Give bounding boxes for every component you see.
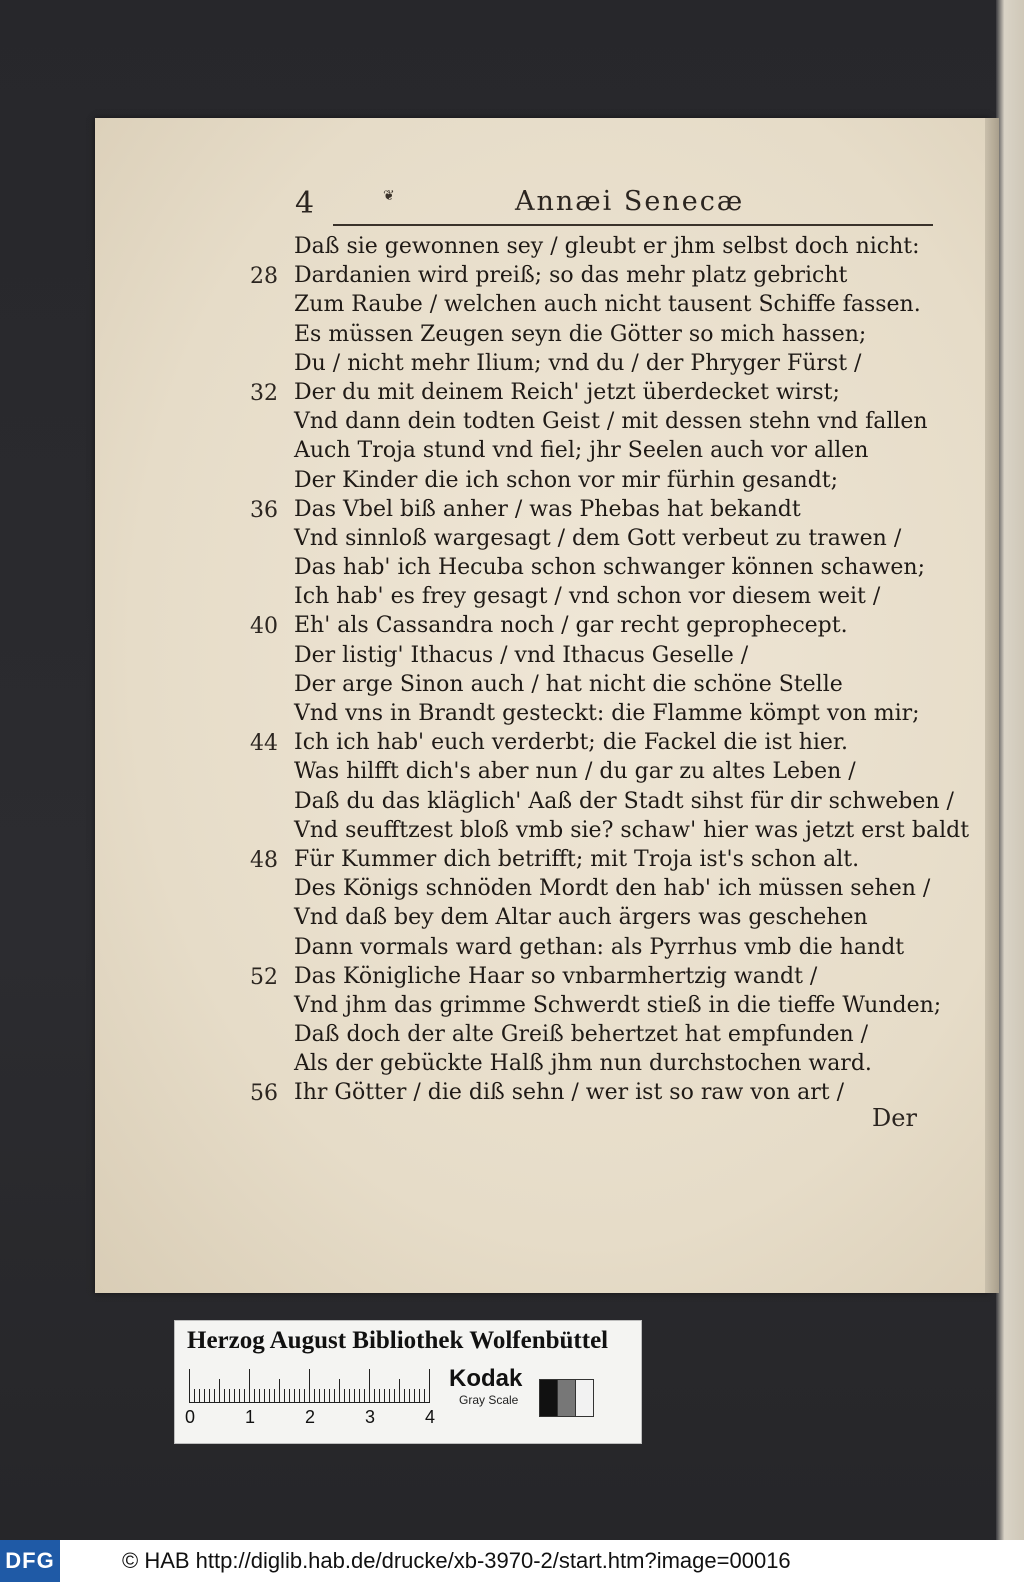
scale-ruler: [189, 1367, 439, 1403]
verse-line: [250, 787, 954, 816]
ruler-tick: [389, 1389, 390, 1403]
verse-line: [250, 1078, 930, 1107]
line-text: Das Königliche Haar so vnbarmhertzig wandt /: [294, 963, 818, 989]
verse-line: [250, 757, 930, 786]
ruler-tick: [234, 1389, 235, 1403]
page-header: [295, 186, 935, 230]
line-number: 52: [250, 964, 278, 990]
dfg-logo: DFG: [0, 1540, 60, 1582]
kodak-logo: Kodak: [449, 1365, 523, 1392]
verse-line: [250, 553, 930, 582]
line-text: Auch Troja stund vnd fiel; jhr Seelen auch vor allen: [294, 438, 869, 464]
verse-line: [250, 874, 930, 903]
ruler-tick: [299, 1389, 300, 1403]
verse-line: [250, 582, 930, 611]
verse-line: [250, 349, 930, 378]
line-text: Daß doch der alte Greiß behertzet hat empfunden /: [294, 1022, 869, 1048]
line-text: Dann vormals ward gethan: als Pyrrhus vmb die handt: [294, 934, 905, 960]
line-text: Dardanien wird preiß; so das mehr platz gebricht: [294, 263, 848, 289]
ruler-tick: [314, 1389, 315, 1403]
line-text: Das Vbel biß anher / was Phebas hat bekandt: [294, 496, 801, 522]
line-text: Der Kinder die ich schon vor mir fürhin gesandt;: [294, 467, 839, 493]
ruler-tick: [339, 1379, 340, 1403]
ruler-tick: [284, 1389, 285, 1403]
line-text: Vnd vns in Brandt gesteckt: die Flamme kömpt von mir;: [294, 701, 920, 726]
verse-line: [250, 816, 970, 845]
line-text: Es müssen Zeugen seyn die Götter so mich hassen;: [294, 321, 867, 347]
ruler-tick: [264, 1389, 265, 1403]
copyright-link[interactable]: © HAB http://diglib.hab.de/drucke/xb-3970-2/start.htm?image=00016: [122, 1548, 791, 1573]
scan-board-edge: [996, 0, 1024, 1540]
ruler-tick: [379, 1389, 380, 1403]
ruler-number: 2: [305, 1407, 316, 1427]
line-text: Vnd jhm das grimme Schwerdt stieß in die tieffe Wunden;: [294, 992, 942, 1018]
line-text: Vnd dann dein todten Geist / mit dessen stehn vnd fallen: [294, 409, 928, 435]
ruler-tick: [429, 1369, 430, 1403]
page-fold: [985, 118, 999, 1293]
swatch-white: [575, 1379, 594, 1417]
gray-scale-label: Gray Scale: [459, 1393, 519, 1407]
line-number: 28: [250, 264, 278, 290]
ruler-tick: [329, 1389, 330, 1403]
line-number: 48: [250, 847, 278, 873]
line-text: Des Königs schnöden Mordt den hab' ich müssen sehen /: [294, 876, 931, 902]
verse-line: [250, 962, 930, 991]
verse-block: [250, 232, 970, 1108]
verse-line: [250, 466, 930, 495]
ruler-tick: [204, 1389, 205, 1403]
ruler-tick: [349, 1389, 350, 1403]
ruler-tick: [249, 1369, 250, 1403]
verse-line: [250, 320, 930, 349]
line-text: Ich ich hab' euch verderbt; die Fackel die ist hier.: [294, 730, 849, 756]
ruler-tick: [274, 1389, 275, 1403]
verse-line: [250, 728, 930, 757]
ruler-tick: [364, 1389, 365, 1403]
verse-line: [250, 611, 930, 640]
ruler-tick: [199, 1389, 200, 1403]
verse-line: [250, 524, 930, 553]
verse-line: [250, 699, 930, 728]
ruler-tick: [424, 1389, 425, 1403]
ruler-tick: [409, 1389, 410, 1403]
ruler-tick: [194, 1389, 195, 1403]
ruler-tick: [394, 1389, 395, 1403]
verse-line: [250, 436, 930, 465]
swatch-gray: [557, 1379, 576, 1417]
line-text: Der du mit deinem Reich' jetzt überdecket wirst;: [294, 379, 840, 405]
ruler-tick: [344, 1389, 345, 1403]
line-text: Vnd seufftzest bloß vmb sie? schaw' hier was jetzt erst baldt: [294, 817, 970, 843]
line-text: Ich hab' es frey gesagt / vnd schon vor diesem weit /: [294, 584, 881, 610]
target-title: Herzog August Bibliothek Wolfenbüttel: [187, 1327, 609, 1354]
line-number: 36: [250, 497, 278, 523]
footer-bar: [0, 1540, 1024, 1582]
verse-line: [250, 232, 930, 261]
header-rule: [333, 224, 933, 226]
ruler-tick: [269, 1389, 270, 1403]
verse-line: [250, 378, 930, 407]
line-number: 44: [250, 731, 278, 757]
ruler-number: 0: [185, 1407, 196, 1427]
ruler-tick: [229, 1389, 230, 1403]
ruler-tick: [254, 1389, 255, 1403]
line-text: Das hab' ich Hecuba schon schwanger können schawen;: [294, 555, 925, 581]
ruler-tick: [319, 1389, 320, 1403]
line-text: Ihr Götter / die diß sehn / wer ist so raw von art /: [294, 1080, 845, 1106]
line-text: Vnd daß bey dem Altar auch ärgers was geschehen: [294, 905, 868, 931]
ruler-tick: [384, 1389, 385, 1403]
ruler-tick: [309, 1369, 310, 1403]
ruler-number: 3: [365, 1407, 376, 1427]
ruler-tick: [219, 1379, 220, 1403]
catchword: Der: [872, 1104, 917, 1132]
ruler-tick: [294, 1389, 295, 1403]
ruler-tick: [304, 1389, 305, 1403]
ruler-tick: [414, 1389, 415, 1403]
verse-line: [250, 1020, 930, 1049]
verse-line: [250, 845, 930, 874]
verse-line: [250, 933, 930, 962]
ruler-tick: [224, 1389, 225, 1403]
ruler-tick: [369, 1369, 370, 1403]
line-text: Was hilfft dich's aber nun / du gar zu altes Leben /: [294, 759, 856, 785]
color-target: [174, 1320, 642, 1444]
running-head: Annæi Senecæ: [515, 186, 745, 217]
ruler-tick: [289, 1389, 290, 1403]
line-text: Der listig' Ithacus / vnd Ithacus Geselle /: [294, 642, 749, 668]
ruler-tick: [354, 1389, 355, 1403]
page-number: 4: [295, 186, 315, 221]
ruler-tick: [244, 1389, 245, 1403]
printer-ornament-icon: ❦: [383, 188, 395, 204]
verse-line: [250, 991, 942, 1020]
line-text: Zum Raube / welchen auch nicht tausent Schiffe fassen.: [294, 292, 921, 318]
ruler-tick: [259, 1389, 260, 1403]
verse-line: [250, 670, 930, 699]
ruler-tick: [189, 1369, 190, 1403]
line-number: 40: [250, 614, 278, 640]
line-text: Daß sie gewonnen sey / gleubt er jhm selbst doch nicht:: [294, 234, 920, 259]
ruler-tick: [214, 1389, 215, 1403]
ruler-tick: [359, 1389, 360, 1403]
line-number: 56: [250, 1081, 278, 1107]
ruler-tick: [419, 1389, 420, 1403]
ruler-tick: [404, 1389, 405, 1403]
line-text: Für Kummer dich betrifft; mit Troja ist's schon alt.: [294, 846, 860, 872]
ruler-number: 1: [245, 1407, 256, 1427]
verse-line: [250, 290, 930, 319]
line-number: 32: [250, 380, 278, 406]
verse-line: [250, 261, 930, 290]
verse-line: [250, 641, 930, 670]
verse-line: [250, 1049, 930, 1078]
line-text: Der arge Sinon auch / hat nicht die schöne Stelle: [294, 671, 843, 697]
verse-line: [250, 903, 930, 932]
ruler-tick: [334, 1389, 335, 1403]
line-text: Vnd sinnloß wargesagt / dem Gott verbeut zu trawen /: [294, 525, 902, 551]
line-text: Daß du das kläglich' Aaß der Stadt sihst für dir schweben /: [294, 788, 954, 814]
verse-line: [250, 407, 930, 436]
ruler-tick: [374, 1389, 375, 1403]
ruler-tick: [209, 1389, 210, 1403]
line-text: Als der gebückte Halß jhm nun durchstochen ward.: [294, 1051, 872, 1077]
ruler-number: 4: [425, 1407, 436, 1427]
swatch-black: [539, 1379, 558, 1417]
verse-line: [250, 495, 930, 524]
ruler-tick: [399, 1379, 400, 1403]
line-text: Eh' als Cassandra noch / gar recht geprophecept.: [294, 613, 848, 639]
ruler-tick: [324, 1389, 325, 1403]
ruler-tick: [239, 1389, 240, 1403]
line-text: Du / nicht mehr Ilium; vnd du / der Phryger Fürst /: [294, 350, 862, 376]
ruler-numbers: [185, 1407, 445, 1433]
ruler-tick: [279, 1379, 280, 1403]
